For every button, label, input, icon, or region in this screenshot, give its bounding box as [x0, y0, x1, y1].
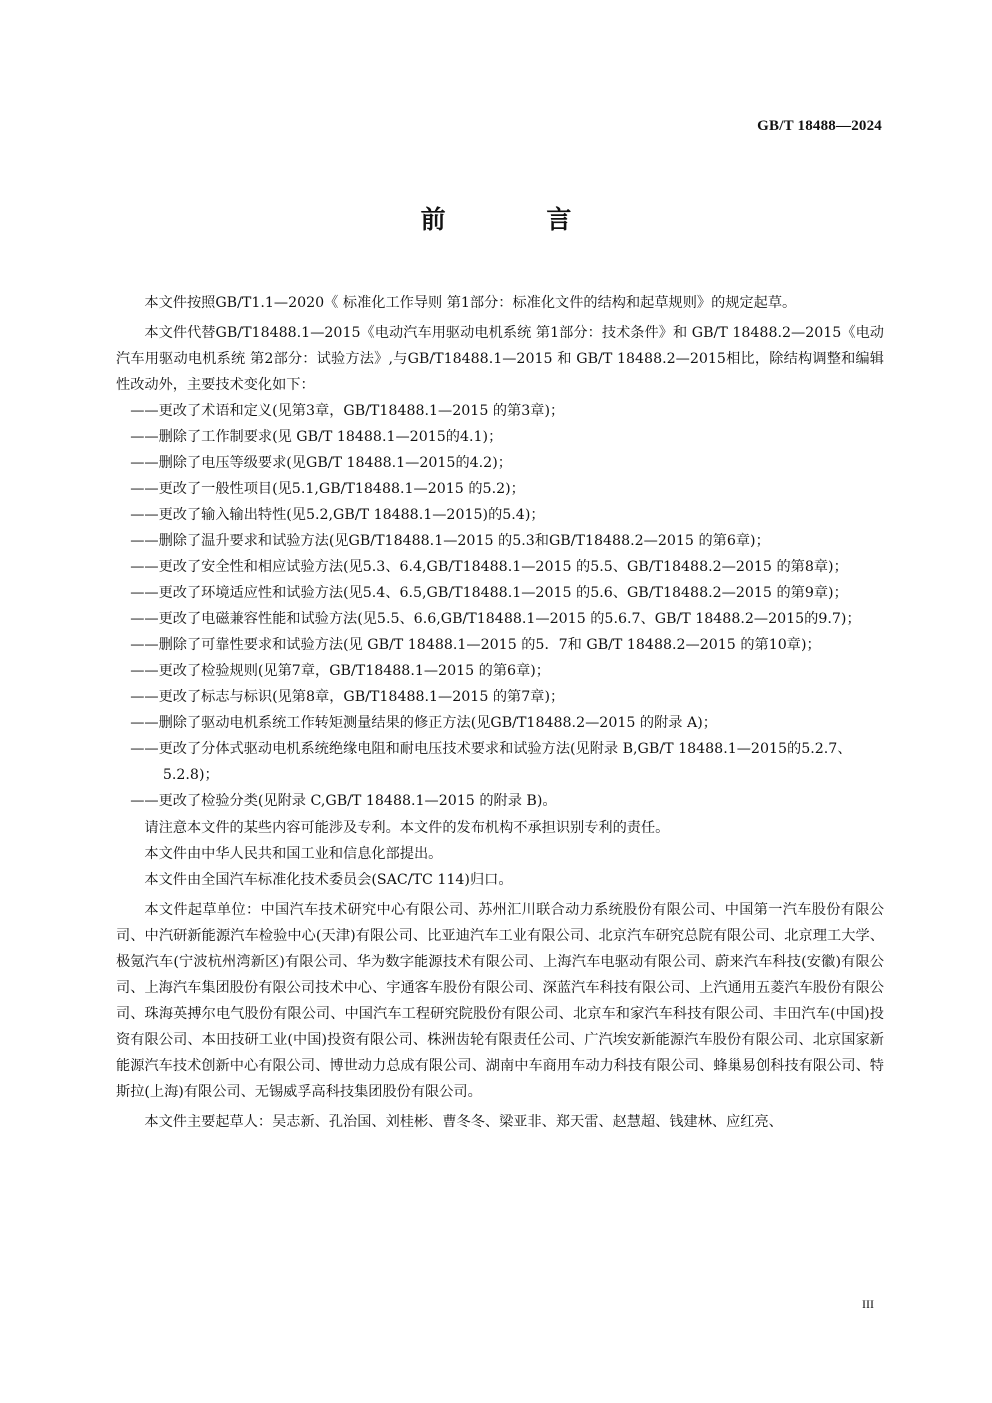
change-item: ——删除了驱动电机系统工作转矩测量结果的修正方法(见GB/T18488.2—2015 的附录 A)； — [130, 715, 717, 731]
change-item: ——更改了输入输出特性(见5.2,GB/T 18488.1—2015)的5.4)； — [130, 507, 545, 523]
change-item: ——删除了可靠性要求和试验方法(见 GB/T 18488.1—2015 的5．7和 GB/T 18488.2—2015 的第10章)； — [130, 637, 821, 653]
change-item: ——更改了术语和定义(见第3章，GB/T18488.1—2015 的第3章)； — [130, 403, 565, 419]
change-item: ——更改了检验分类(见附录 C,GB/T 18488.1—2015 的附录 B)。 — [130, 793, 557, 809]
change-item: ——更改了环境适应性和试验方法(见5.4、6.5,GB/T18488.1—2015 的5.6、GB/T18488.2—2015 的第9章)； — [130, 585, 848, 601]
change-item: ——删除了温升要求和试验方法(见GB/T18488.1—2015 的5.3和GB/T18488.2—2015 的第6章)； — [130, 533, 770, 549]
change-item: ——删除了工作制要求(见 GB/T 18488.1—2015的4.1)； — [130, 429, 503, 445]
administration-statement: 本文件由全国汽车标准化技术委员会(SAC/TC 114)归口。 — [144, 872, 513, 888]
change-item: ——更改了分体式驱动电机系统绝缘电阻和耐电压技术要求和试验方法(见附录 B,GB/T 18488.1—2015的5.2.7、5.2.8)； — [130, 741, 852, 783]
change-item: ——更改了安全性和相应试验方法(见5.3、6.4,GB/T18488.1—2015 的5.5、GB/T18488.2—2015 的第8章)； — [130, 559, 848, 575]
page-number: III — [862, 1297, 874, 1311]
change-list — [116, 398, 884, 814]
intro-paragraph-1: 本文件按照GB/T1.1—2020《 标准化工作导则 第1部分：标准化文件的结构和起草规则》的规定起草。 — [144, 295, 797, 311]
change-item: ——更改了电磁兼容性能和试验方法(见5.5、6.6,GB/T18488.1—2015 的5.6.7、GB/T 18488.2—2015的9.7)； — [130, 611, 861, 627]
patent-notice: 请注意本文件的某些内容可能涉及专利。本文件的发布机构不承担识别专利的责任。 — [144, 820, 670, 836]
change-item: ——更改了标志与标识(见第8章，GB/T18488.1—2015 的第7章)； — [130, 689, 565, 705]
proposer-statement: 本文件由中华人民共和国工业和信息化部提出。 — [144, 846, 443, 862]
change-item: ——更改了一般性项目(见5.1,GB/T18488.1—2015 的5.2)； — [130, 481, 525, 497]
change-item: ——删除了电压等级要求(见GB/T 18488.1—2015的4.2)； — [130, 455, 512, 471]
drafters: 本文件主要起草人：吴志新、孔治国、刘桂彬、曹冬冬、梁亚非、郑天雷、赵慧超、钱建林、应红亮、 — [144, 1114, 783, 1130]
change-item: ——更改了检验规则(见第7章，GB/T18488.1—2015 的第6章)； — [130, 663, 550, 679]
standard-code: GB/T 18488—2024 — [757, 118, 882, 134]
intro-paragraph-2: 本文件代替GB/T18488.1—2015《电动汽车用驱动电机系统 第1部分：技术条件》和 GB/T 18488.2—2015《电动汽车用驱动电机系统 第2部分：试验方法》,与GB/T18488.1—2015 和 GB/T 18488.2—2015相比，除结构调整和编辑性改动外，主要技术变化如下： — [116, 325, 884, 393]
drafting-units: 本文件起草单位：中国汽车技术研究中心有限公司、苏州汇川联合动力系统股份有限公司、中国第一汽车股份有限公司、中汽研新能源汽车检验中心(天津)有限公司、比亚迪汽车工业有限公司、北京汽车研究总院有限公司、北京理工大学、极氪汽车(宁波杭州湾新区)有限公司、华为数字能源技术有限公司、上海汽车电驱动有限公司、蔚来汽车科技(安徽)有限公司、上海汽车集团股份有限公司技术中心、宇通客车股份有限公司、深蓝汽车科技有限公司、上汽通用五菱汽车股份有限公司、珠海英搏尔电气股份有限公司、中国汽车工程研究院股份有限公司、北京车和家汽车科技有限公司、丰田汽车(中国)投资有限公司、本田技研工业(中国)投资有限公司、株洲齿轮有限责任公司、广汽埃安新能源汽车股份有限公司、北京国家新能源汽车技术创新中心有限公司、博世动力总成有限公司、湖南中车商用车动力科技有限公司、蜂巢易创科技有限公司、特斯拉(上海)有限公司、无锡威孚高科技集团股份有限公司。 — [116, 902, 884, 1100]
page-title: 前 言 — [420, 205, 618, 234]
foreword-body — [116, 290, 884, 1139]
